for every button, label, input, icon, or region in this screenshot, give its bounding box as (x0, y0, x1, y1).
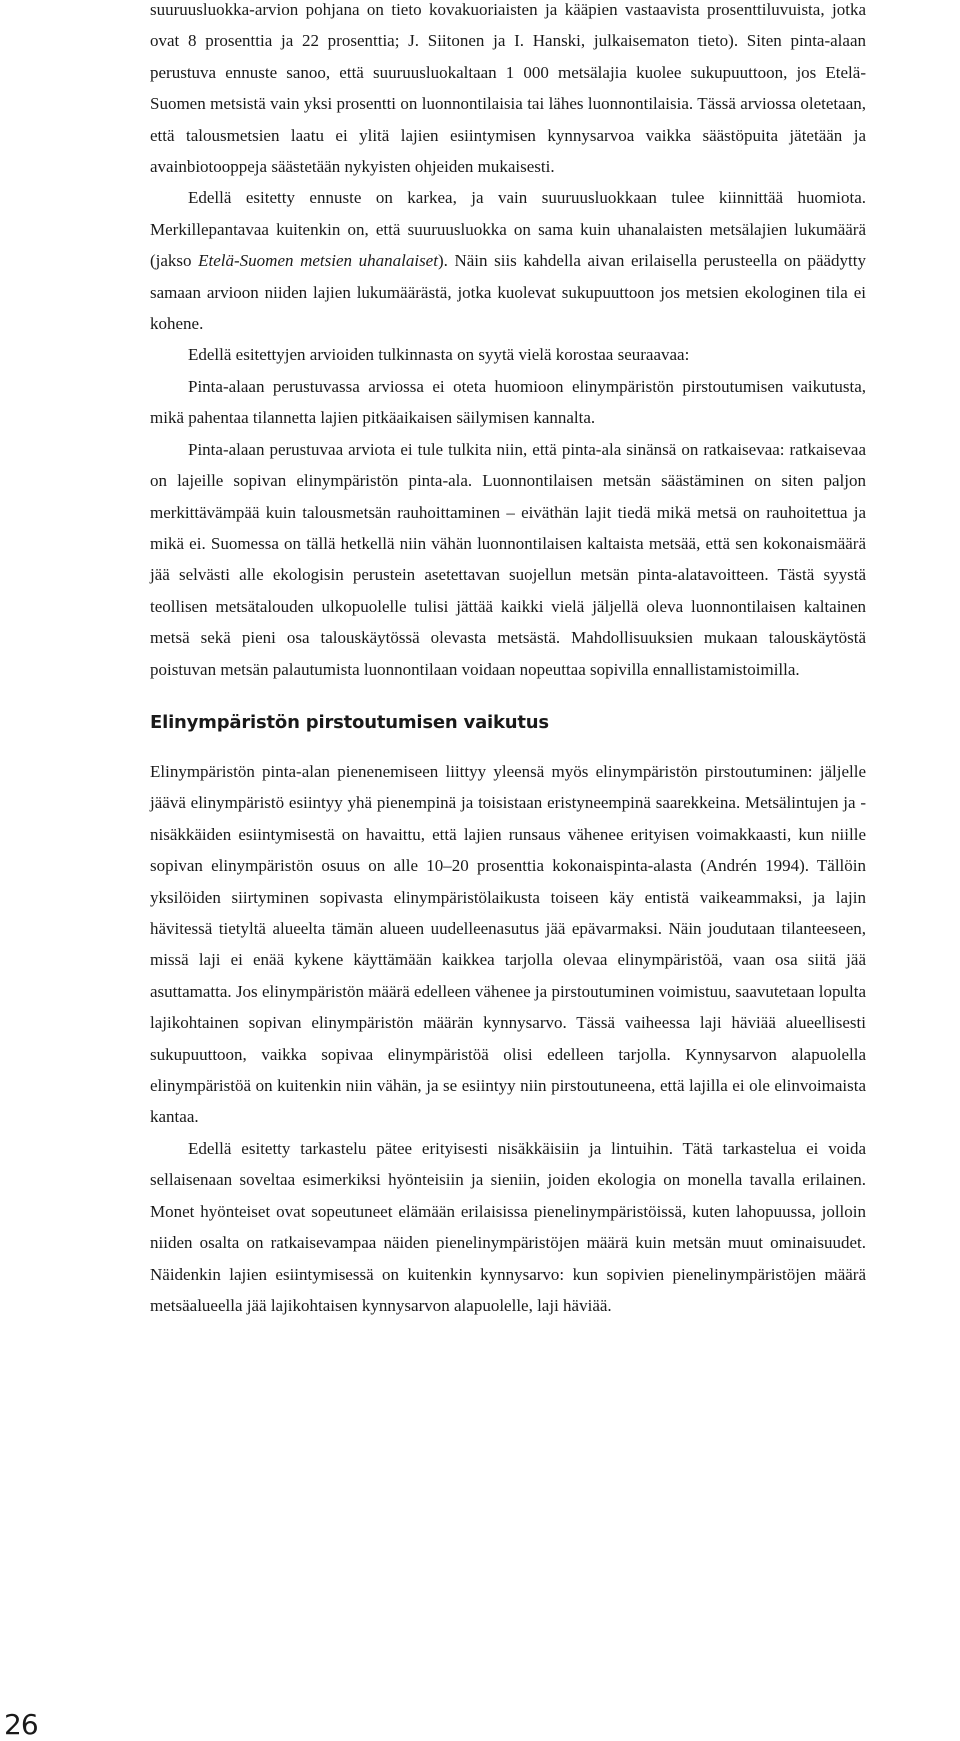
paragraph-7: Edellä esitetty tarkastelu pätee erityisesti nisäkkäisiin ja lintuihin. Tätä tarkastelua ei voida sellaisenaan soveltaa esimerkiksi hyönteisiin ja sieniin, joiden ekologia on monella tavalla erilainen. Monet hyönteiset ovat sopeutuneet elämään erilaisissa pienelinympäristöissä, kuten lahopuussa, jolloin niiden osalta on ratkaisevampaa näiden pienelinympäristöjen määrä kuin metsän muut ominaisuudet. Näidenkin lajien esiintymisessä on kuitenkin kynnysarvo: kun sopivien pienelinympäristöjen määrä metsäalueella jää lajikohtaisen kynnysarvon alapuolelle, laji häviää. (150, 1138, 866, 1315)
paragraph-5: Pinta-alaan perustuvaa arviota ei tule tulkita niin, että pinta-ala sinänsä on ratkaisevaa: ratkaisevaa on lajeille sopivan elinympäristön pinta-ala. Luonnontilaisen metsän säästäminen on siten paljon merkittävämpää kuin talousmetsän rauhoittaminen – eiväthän lajit tiedä mikä metsä on rauhoitettua ja mikä ei. Suomessa on tällä hetkellä niin vähän luonnontilaisen kaltaista metsää, että sen kokonaismäärä jää selvästi alle ekologisin perustein asetettavan suojellun metsän pinta-alatavoitteen. Tästä syystä teollisen metsätalouden ulkopuolelle tulisi jättää kaikki vielä jäljellä oleva luonnontilaisen kaltainen metsä sekä pieni osa talouskäytössä olevasta metsästä. Mahdollisuuksien mukaan talouskäytöstä poistuvan metsän palautumista luonnontilaan voidaan nopeuttaa sopivilla ennallistamistoimilla. (150, 439, 866, 679)
section-reference: Etelä-Suomen metsien uhanalaiset (198, 251, 438, 271)
paragraph-2 (150, 182, 866, 339)
paragraph-3: Edellä esitettyjen arvioiden tulkinnasta on syytä vielä korostaa seuraavaa: (188, 345, 690, 365)
paragraph-2-text-a: Edellä esitetty ennuste on karkea, ja vain suuruusluokkaan tulee kiinnittää huomiota. Merkillepantavaa kuitenkin on, että suuruusluokka on sama kuin uhanalaisten metsälajien lukumäärä (jakso (150, 188, 866, 271)
text-section-1 (150, 0, 866, 685)
paragraph-1: suuruusluokka-arvion pohjana on tieto kovakuoriaisten ja kääpien vastaavista prosenttiluvuista, jotka ovat 8 prosenttia ja 22 prosenttia; J. Siitonen ja I. Hanski, julkaisematon tieto). Siten pinta-alaan perustuva ennuste sanoo, että suuruusluokaltaan 1 000 metsälajia kuolee sukupuuttoon, jos Etelä-Suomen metsistä vain yksi prosentti on luonnontilaisia tai lähes luonnontilaisia. Tässä arviossa oletetaan, että talousmetsien laatu ei ylitä lajien esiintymisen kynnysarvoa vaikka säästöpuita jätetään ja avainbiotooppeja säästetään nykyisten ohjeiden mukaisesti. (150, 0, 866, 177)
text-section-2 (150, 756, 866, 1321)
section-heading: Elinympäristön pirstoutumisen vaikutus (150, 712, 549, 733)
paragraph-4: Pinta-alaan perustuvassa arviossa ei oteta huomioon elinympäristön pirstoutumisen vaikutusta, mikä pahentaa tilannetta lajien pitkäaikaisen säilymisen kannalta. (150, 376, 866, 428)
page-number: 26 (4, 1708, 38, 1741)
paragraph-2-text-b: ). Näin siis kahdella aivan erilaisella perusteella on päädytty samaan arvioon niiden lajien lukumäärästä, jotka kuolevat sukupuuttoon jos metsien ekologinen tila ei kohene. (150, 251, 866, 334)
paragraph-6: Elinympäristön pinta-alan pienenemiseen liittyy yleensä myös elinympäristön pirstoutuminen: jäljelle jäävä elinympäristö esiintyy yhä pienempinä ja toisistaan eristyneempinä saarekkeina. Metsälintujen ja -nisäkkäiden esiintymisestä on havaittu, että lajien runsaus vähenee erityisen voimakkaasti, kun niille sopivan elinympäristön osuus on alle 10–20 prosenttia kokonaispinta-alasta (Andrén 1994). Tällöin yksilöiden siirtyminen sopivasta elinympäristölaikusta toiseen käy entistä vaikeammaksi, ja lajin hävitessä tietyltä alueelta tämän alueen uudelleenasutus jää epävarmaksi. Näin joudutaan tilanteeseen, missä laji ei enää kykene käyttämään kaikkea tarjolla olevaa elinympäristöä, vaan osa siitä jää asuttamatta. Jos elinympäristön määrä edelleen vähenee ja pirstoutuminen voimistuu, saavutetaan lopulta lajikohtainen sopivan elinympäristön määrän kynnysarvo. Tässä vaiheessa laji häviää alueellisesti sukupuuttoon, vaikka sopivaa elinympäristöä olisi edelleen tarjolla. Kynnysarvon alapuolella elinympäristöä on kuitenkin niin vähän, ja se esiintyy niin pirstoutuneena, että lajilla ei ole elinvoimaista kantaa. (150, 762, 866, 1127)
